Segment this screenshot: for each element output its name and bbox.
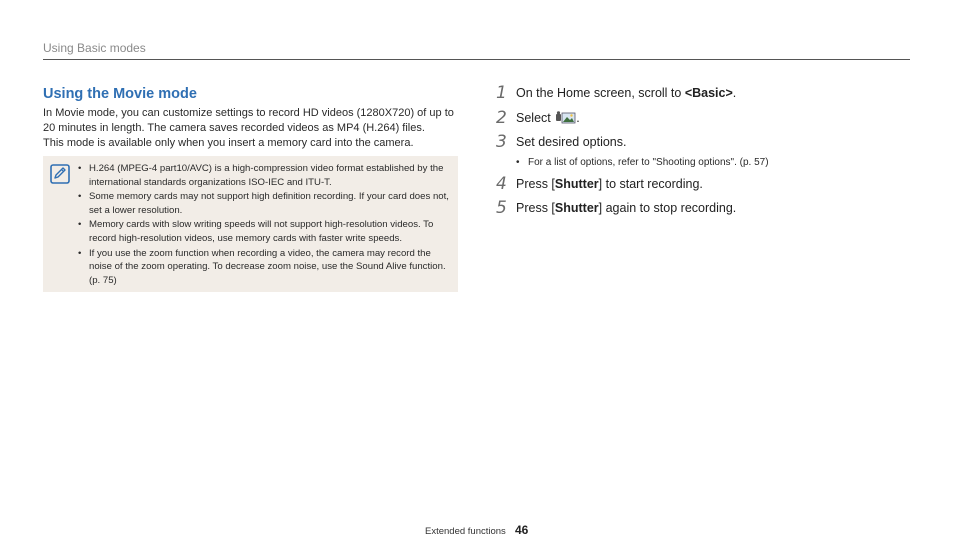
step-3-sub-bullet	[496, 158, 906, 175]
step-text-post: .	[732, 86, 737, 100]
header-rule	[43, 59, 910, 60]
step-number: 3	[496, 132, 507, 152]
step-text	[516, 111, 580, 125]
step-number: 4	[496, 173, 507, 194]
sub-bullet-text: • For a list of options, refer to "Shooting options". (p. 57)	[528, 156, 769, 168]
intro-line: This mode is available only when you insert a memory card into the camera.	[43, 137, 414, 149]
step-number: 1	[496, 83, 507, 103]
step-text-bold: <Basic>	[684, 86, 733, 100]
step-text-bold: Shutter	[554, 201, 599, 215]
step-2	[496, 109, 906, 134]
note-list	[77, 162, 449, 288]
note-pencil-icon	[50, 164, 70, 184]
step-text	[516, 201, 736, 215]
step-number: 2	[496, 107, 507, 128]
step-text-bold: Shutter	[554, 176, 599, 191]
header-section-label: Using Basic modes	[43, 41, 146, 55]
step-text-pre: Select	[516, 110, 555, 125]
step-1	[496, 84, 906, 109]
section-title: Using the Movie mode	[43, 86, 197, 102]
step-4	[496, 175, 906, 200]
step-text-post: ] again to stop recording.	[598, 201, 737, 215]
note-item: • H.264 (MPEG-4 part10/AVC) is a high-compression video format established by the international standards organizations ISO-IEC and ITU-T.	[77, 162, 449, 189]
steps-list	[496, 84, 906, 224]
step-text-pre: Press [	[516, 201, 555, 215]
note-item: • If you use the zoom function when recording a video, the camera may record the noise of the zoom operating. To decrease zoom noise, use the Sound Alive function. (p. 75)	[77, 247, 449, 288]
intro-line: 20 minutes in length. The camera saves recorded videos as MP4 (H.264) files.	[43, 122, 425, 134]
note-item: • Memory cards with slow writing speeds will not support high-resolution videos. To record high-resolution videos, use memory cards with faster write speeds.	[77, 218, 449, 245]
movie-mode-icon	[556, 111, 576, 124]
note-item: • Some memory cards may not support high definition recording. If your card does not, set a lower resolution.	[77, 190, 449, 217]
intro-line: In Movie mode, you can customize settings to record HD videos (1280X720) of up to	[43, 107, 454, 119]
footer-label: Extended functions	[425, 526, 506, 537]
intro-text	[43, 106, 463, 151]
step-number: 5	[496, 198, 507, 218]
step-text-post: .	[576, 110, 580, 125]
step-text	[516, 177, 703, 191]
page-number: 46	[515, 523, 529, 537]
step-text-post: ] to start recording.	[598, 176, 703, 191]
step-text-pre: Press [	[516, 176, 555, 191]
note-box	[43, 156, 458, 292]
step-3	[496, 133, 906, 158]
step-5	[496, 199, 906, 224]
step-text: Set desired options.	[516, 135, 627, 149]
step-text-pre: On the Home screen, scroll to	[516, 86, 685, 100]
step-text	[516, 86, 736, 100]
